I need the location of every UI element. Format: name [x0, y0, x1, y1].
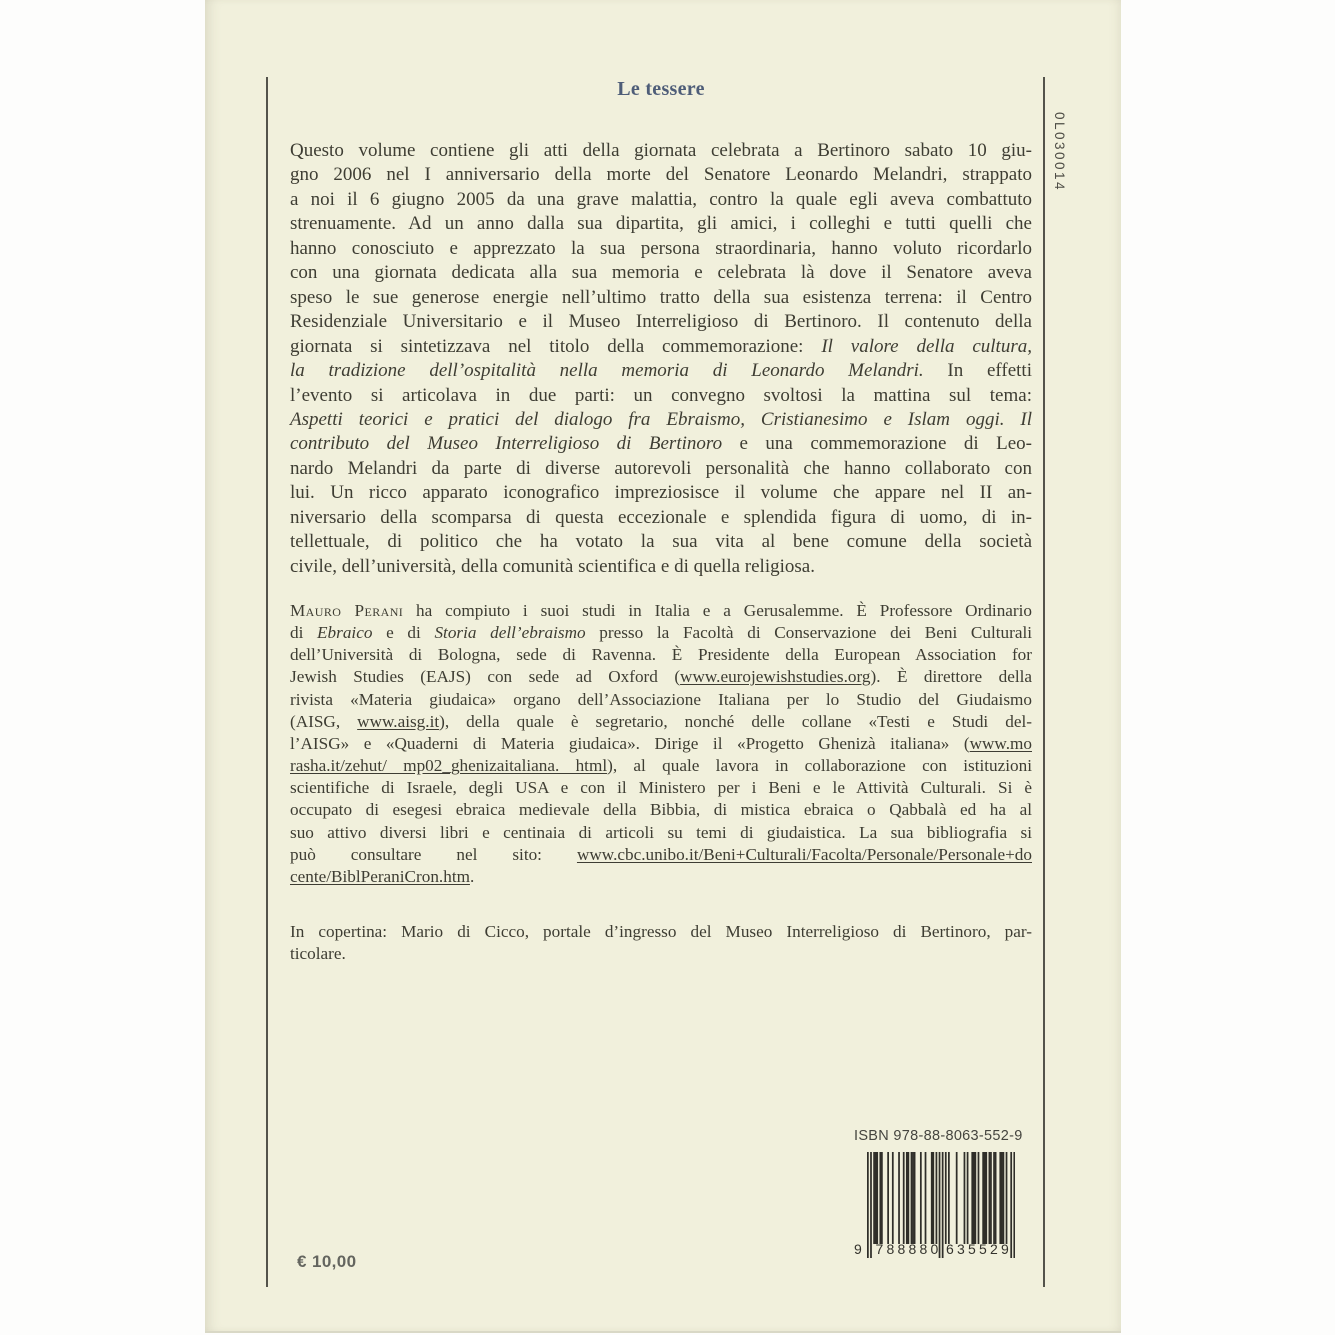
- isbn-label: ISBN 978-88-8063-552-9: [854, 1128, 1023, 1144]
- description-paragraph: [290, 139, 1032, 579]
- text-line: l’AISG» e «Quaderni di Materia giudaica». Dirige il «Progetto Ghenizà italiana» (www.mo: [290, 733, 1032, 753]
- text-line: suo attivo diversi libri e centinaia di articoli su temi di giudaistica. La sua bibliografia si: [290, 822, 1032, 842]
- text-line: civile, dell’università, della comunità scientifica e di quella religiosa.: [290, 555, 815, 577]
- text-line: niversario della scomparsa di questa eccezionale e splendida figura di uomo, di in-: [290, 506, 1032, 528]
- text-line: scientifiche di Israele, degli USA e con il Ministero per i Beni e le Attività Culturali. Si è: [290, 778, 1032, 798]
- cover-page: [205, 0, 1121, 1333]
- text-line: nardo Melandri da parte di diverse autorevoli personalità che hanno collaborato con: [290, 457, 1032, 479]
- text-line: strenuamente. Ad un anno dalla sua dipartita, gli amici, i colleghi e tutti quelli che: [290, 213, 1032, 235]
- text-line: dell’Università di Bologna, sede di Ravenna. È Presidente della European Association for: [290, 645, 1032, 665]
- text-line: speso le sue generose energie nell’ultimo tratto della sua esistenza terrena: il Centro: [290, 286, 1032, 308]
- text-line: l’evento si articolava in due parti: un convegno svoltosi la mattina sul tema:: [290, 384, 1032, 406]
- text-line: ticolare.: [290, 944, 346, 964]
- text-line: Jewish Studies (EAJS) con sede ad Oxford (www.eurojewishstudies.org). È direttore della: [290, 667, 1032, 687]
- text-line: di Ebraico e di Storia dell’ebraismo presso la Facoltà di Conservazione dei Beni Culturali: [290, 623, 1032, 643]
- text-line: lui. Un ricco apparato iconografico impreziosisce il volume che appare nel II an-: [290, 482, 1032, 504]
- text-line: Questo volume contiene gli atti della giornata celebrata a Bertinoro sabato 10 giu-: [290, 140, 1032, 161]
- text-line: a noi il 6 giugno 2005 da una grave malattia, contro la quale egli aveva combattuto: [290, 188, 1032, 210]
- text-line: gno 2006 nel I anniversario della morte del Senatore Leonardo Melandri, strappato: [290, 164, 1032, 186]
- cover-credit-paragraph: [290, 921, 1032, 966]
- text-line: rivista «Materia giudaica» organo dell’Associazione Italiana per lo Studio del Giudaismo: [290, 689, 1032, 709]
- barcode-digit-group: 635529: [946, 1241, 1012, 1257]
- text-line: Mauro Perani ha compiuto i suoi studi in Italia e a Gerusalemme. È Professore Ordinario: [290, 601, 1033, 620]
- text-line: tellettuale, di politico che ha votato la sua vita al bene comune della società: [290, 531, 1032, 553]
- print-code-vertical: 0L030014: [1052, 112, 1067, 193]
- text-line: cente/BiblPeraniCron.htm.: [290, 866, 475, 886]
- text-line: Residenziale Universitario e il Museo Interreligioso di Bertinoro. Il contenuto della: [290, 311, 1032, 333]
- right-border-rule: [1043, 77, 1045, 1287]
- text-line: rasha.it/zehut/ mp02_ghenizaitaliana. html), al quale lavora in collaborazione con istituzioni: [290, 756, 1032, 776]
- price-label: € 10,00: [297, 1252, 357, 1271]
- text-line: (AISG, www.aisg.it), della quale è segretario, nonché delle collane «Testi e Studi del-: [290, 711, 1032, 731]
- isbn-block: [854, 1128, 1023, 1260]
- text-line: In copertina: Mario di Cicco, portale d’ingresso del Museo Interreligioso di Bertinoro, par-: [290, 922, 1032, 941]
- text-line: può consultare nel sito: www.cbc.unibo.it/Beni+Culturali/Facolta/Personale/Personale+do: [290, 844, 1032, 864]
- text-line: hanno conosciuto e apprezzato la sua persona straordinaria, hanno voluto ricordarlo: [290, 237, 1032, 259]
- author-bio-paragraph: [290, 600, 1032, 888]
- left-border-rule: [266, 77, 268, 1287]
- barcode: [854, 1152, 1015, 1260]
- text-line: Aspetti teorici e pratici del dialogo fra Ebraismo, Cristianesimo e Islam oggi. Il: [290, 408, 1032, 430]
- barcode-digit-group: 788880: [875, 1241, 942, 1257]
- text-line: la tradizione dell’ospitalità nella memoria di Leonardo Melandri. In effetti: [290, 360, 1032, 382]
- text-line: giornata si sintetizzava nel titolo della commemorazione: Il valore della cultura,: [290, 335, 1032, 357]
- text-line: occupato di esegesi ebraica medievale della Bibbia, di mistica ebraica o Qabbalà ed ha al: [290, 800, 1032, 820]
- text-line: contributo del Museo Interreligioso di Bertinoro e una commemorazione di Leo-: [290, 433, 1032, 455]
- series-title: Le tessere: [617, 78, 705, 100]
- barcode-digit-group: 9: [854, 1241, 862, 1257]
- text-line: con una giornata dedicata alla sua memoria e celebrata là dove il Senatore aveva: [290, 262, 1032, 284]
- barcode-digits: [854, 1241, 1018, 1257]
